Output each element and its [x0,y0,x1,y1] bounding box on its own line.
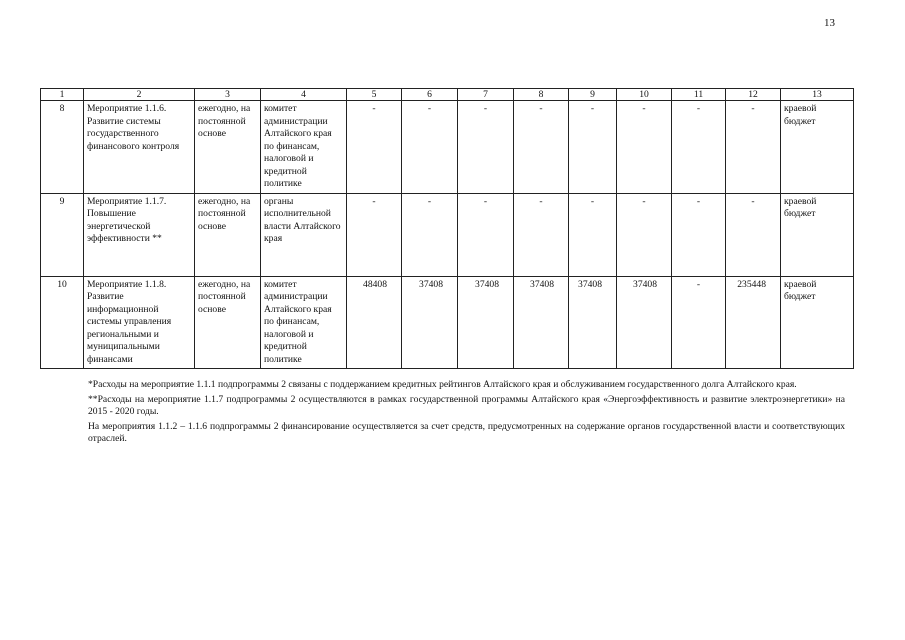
value-cell: - [347,101,402,194]
footnote-3: На мероприятия 1.1.2 – 1.1.6 подпрограммы 2 финансирование осуществляется за счет средств, предусмотренных на содержание органов государственной власти и соответствующих отраслей. [88,421,845,444]
value-cell: - [347,193,402,276]
value-cell: - [569,101,617,194]
table-header-row [41,89,854,101]
activity-period: ежегодно, на постоянной основе [195,276,261,369]
activity-executor: комитет администрации Алтайского края по финансам, налоговой и кредитной политике [261,276,347,369]
value-cell: 48408 [347,276,402,369]
value-cell: - [617,101,672,194]
activity-executor: комитет администрации Алтайского края по финансам, налоговой и кредитной политике [261,101,347,194]
activity-name: Мероприятие 1.1.8. Развитие информационной системы управления региональными и муниципальными финансами [84,276,195,369]
value-cell: 37408 [402,276,458,369]
value-cell: - [458,101,514,194]
activity-executor: органы исполнительной власти Алтайского края [261,193,347,276]
activity-name: Мероприятие 1.1.6. Развитие системы государственного финансового контроля [84,101,195,194]
column-header: 8 [514,89,569,101]
footnotes [88,379,845,448]
value-cell: - [514,101,569,194]
value-cell: 37408 [514,276,569,369]
footnote-1: *Расходы на мероприятие 1.1.1 подпрограммы 2 связаны с поддержанием кредитных рейтингов Алтайского края и обслуживанием государственного долга Алтайского края. [88,379,797,390]
value-cell: - [726,101,781,194]
funding-source: краевой бюджет [781,193,854,276]
value-cell: - [672,101,726,194]
value-cell: - [402,193,458,276]
column-header: 10 [617,89,672,101]
row-number: 8 [41,101,84,194]
column-header: 12 [726,89,781,101]
column-header: 13 [781,89,854,101]
column-header: 9 [569,89,617,101]
column-header: 4 [261,89,347,101]
row-number: 9 [41,193,84,276]
funding-source: краевой бюджет [781,276,854,369]
value-cell: - [402,101,458,194]
table-row [41,193,854,276]
column-header: 6 [402,89,458,101]
value-cell: 235448 [726,276,781,369]
column-header: 3 [195,89,261,101]
row-number: 10 [41,276,84,369]
value-cell: - [672,276,726,369]
value-cell: 37408 [569,276,617,369]
value-cell: 37408 [617,276,672,369]
page-number: 13 [824,17,835,29]
value-cell: - [617,193,672,276]
value-cell: - [514,193,569,276]
funding-source: краевой бюджет [781,101,854,194]
activity-period: ежегодно, на постоянной основе [195,101,261,194]
table-row [41,101,854,194]
value-cell: - [672,193,726,276]
activities-table [40,88,854,369]
column-header: 2 [84,89,195,101]
column-header: 1 [41,89,84,101]
column-header: 11 [672,89,726,101]
column-header: 7 [458,89,514,101]
column-header: 5 [347,89,402,101]
value-cell: - [569,193,617,276]
value-cell: 37408 [458,276,514,369]
table-row [41,276,854,369]
value-cell: - [726,193,781,276]
value-cell: - [458,193,514,276]
footnote-2: **Расходы на мероприятие 1.1.7 подпрограммы 2 осуществляются в рамках государственной программы Алтайского края «Энергоэффективность и развитие электроэнергетики» на 2015 - 2020 годы. [88,394,845,417]
activity-period: ежегодно, на постоянной основе [195,193,261,276]
activity-name: Мероприятие 1.1.7. Повышение энергетической эффективности ** [84,193,195,276]
